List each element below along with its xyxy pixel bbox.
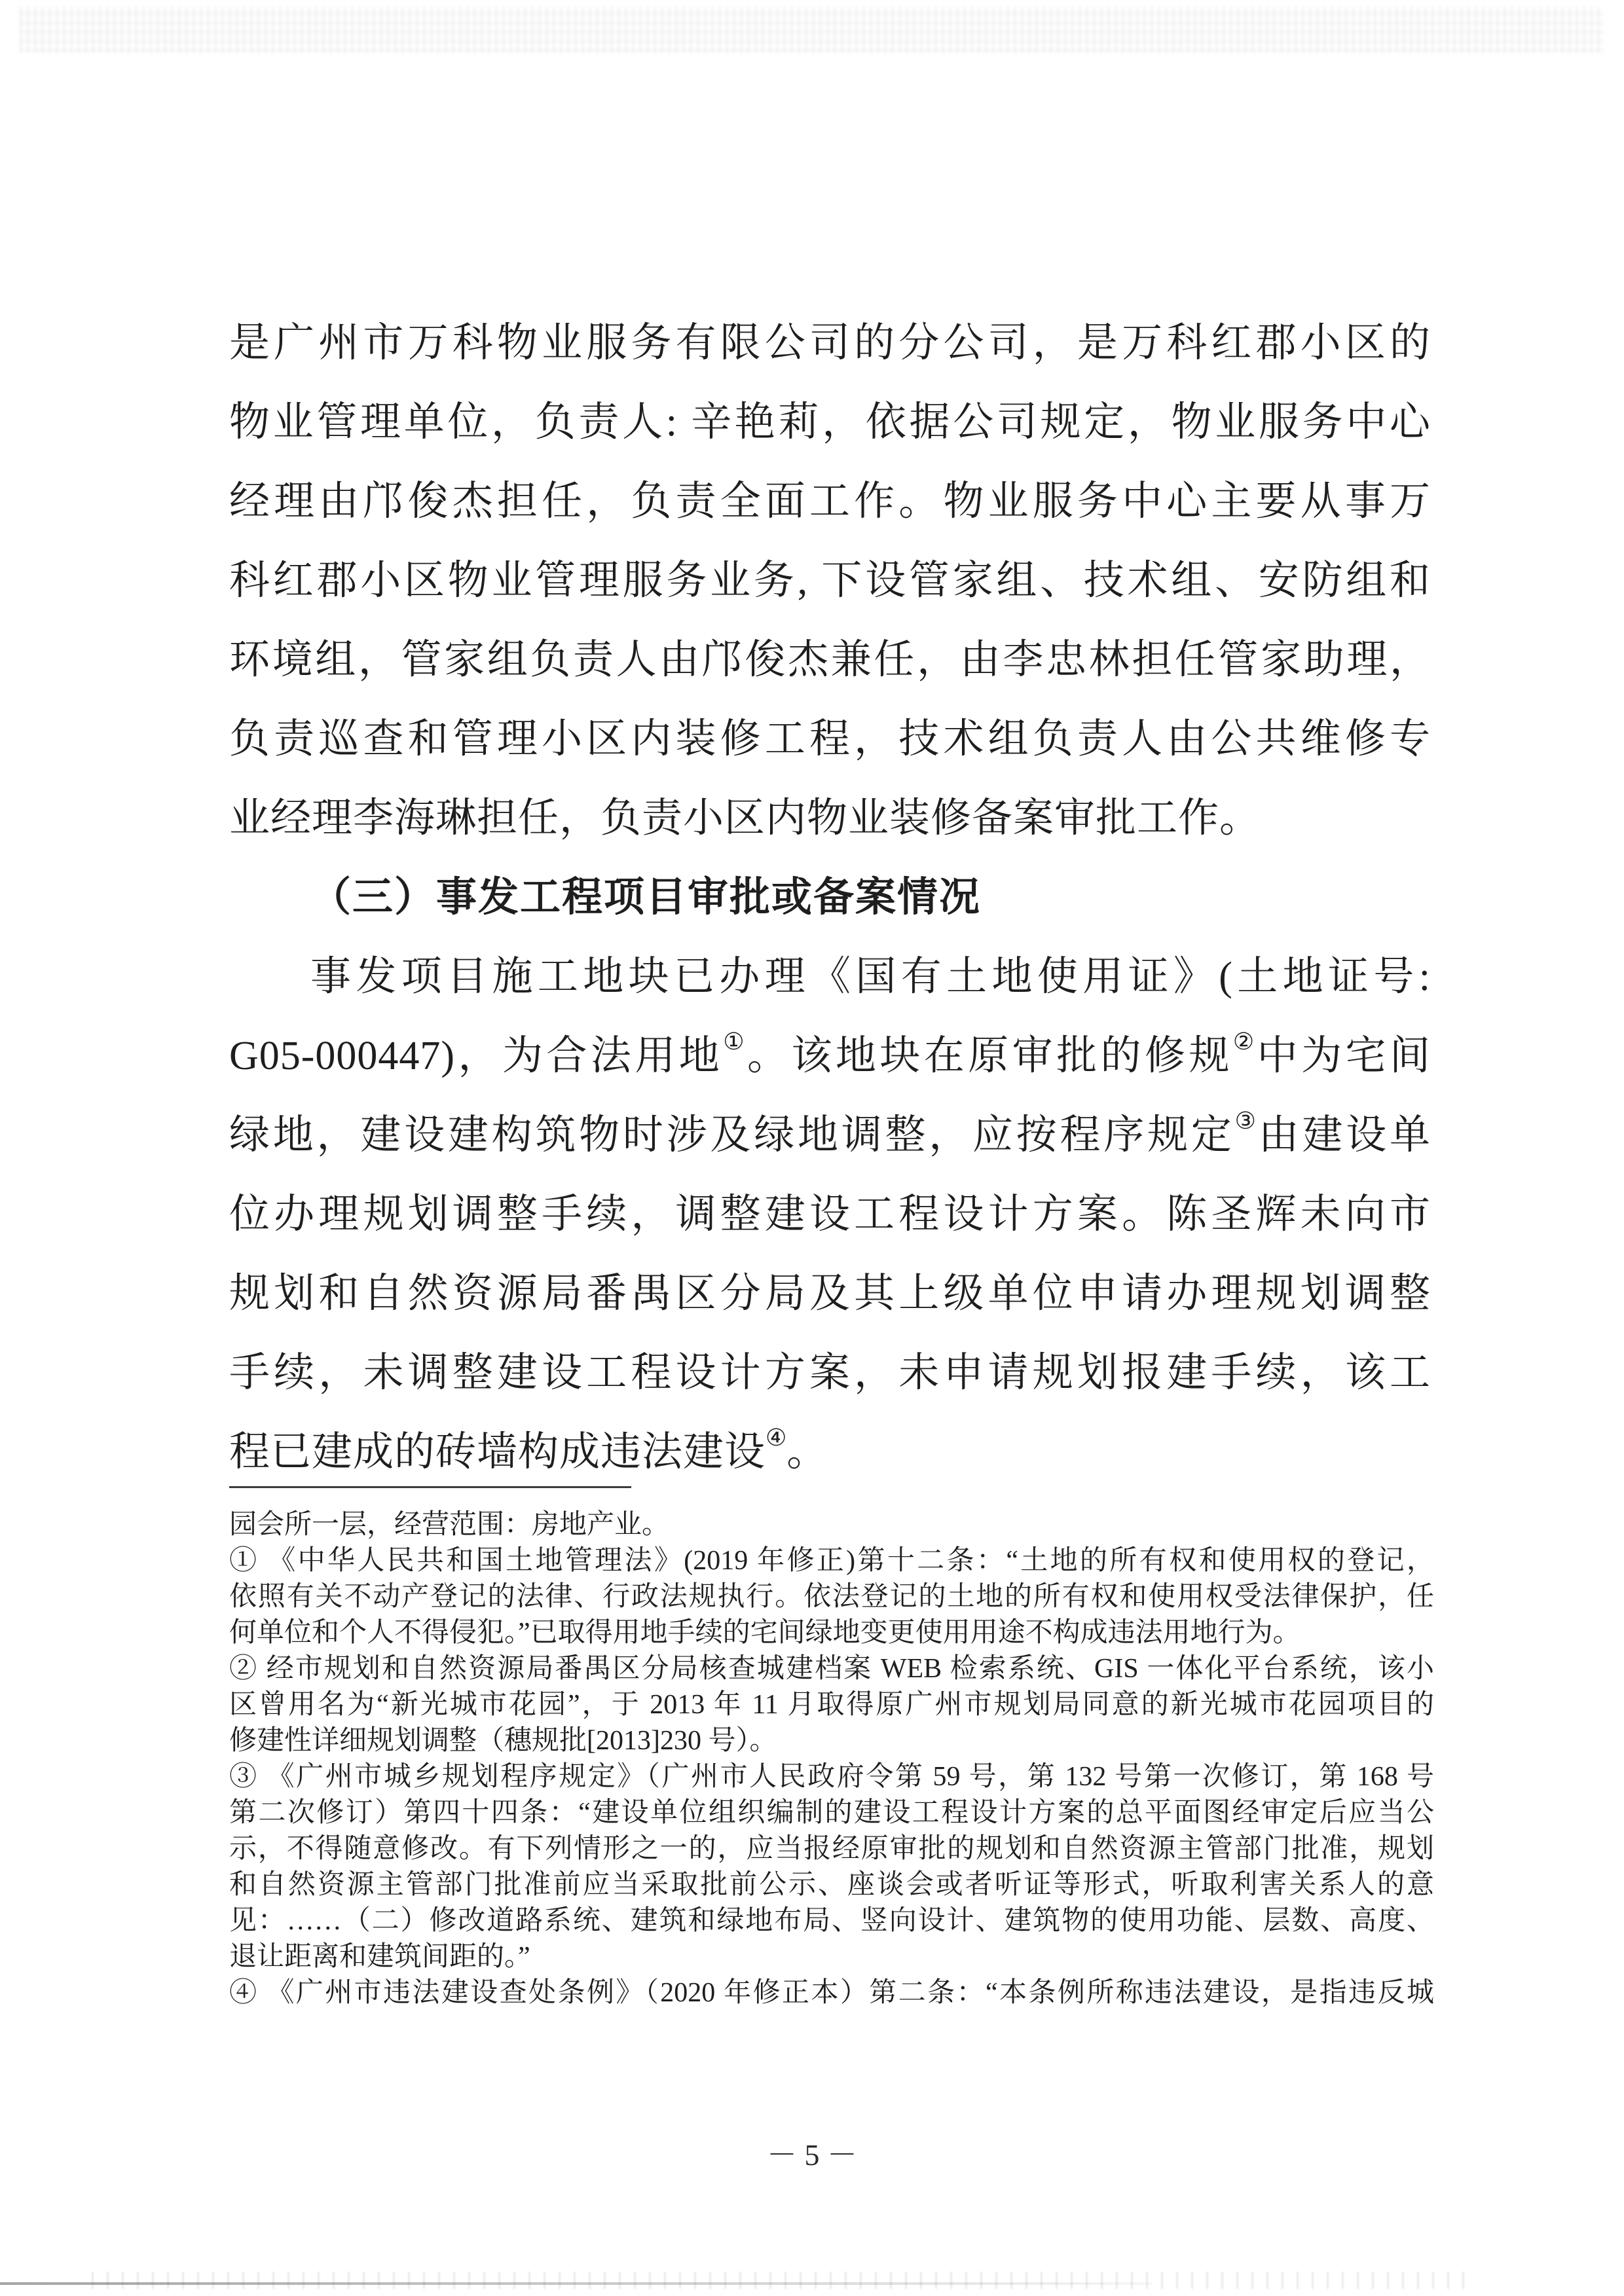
scan-artifact-bottom-edge xyxy=(0,2282,1153,2285)
body-line: 手续，未调整建设工程设计方案，未申请规划报建手续，该工 xyxy=(229,1351,1431,1395)
body-line-text: 程已建成的砖墙构成违法建设 xyxy=(229,1430,766,1474)
body-line: 科红郡小区物业管理服务业务, 下设管家组、技术组、安防组和 xyxy=(229,558,1431,603)
scan-artifact-bottom-noise xyxy=(92,2272,1467,2289)
footnote-line: 何单位和个人不得侵犯。”已取得用地手续的宅间绿地变更使用用途不构成违法用地行为。 xyxy=(229,1618,1301,1648)
body-line: 事发项目施工地块已办理《国有土地使用证》(土地证号: xyxy=(310,955,1431,999)
footnote-ref-4: ④ xyxy=(766,1425,787,1451)
footnote-line: 示，不得随意修改。有下列情形之一的，应当报经原审批的规划和自然资源主管部门批准，规划 xyxy=(229,1834,1434,1864)
footnote-line: 修建性详细规划调整（穗规批[2013]230 号）。 xyxy=(229,1726,777,1756)
body-text xyxy=(229,304,1431,1492)
body-line-text: G05-000447)，为合法用地 xyxy=(229,1034,724,1078)
section-heading: （三）事发工程项目审批或备案情况 xyxy=(310,875,982,920)
body-line xyxy=(229,1017,1431,1096)
body-line: 物业管理单位，负责人: 辛艳莉，依据公司规定，物业服务中心 xyxy=(229,400,1431,445)
footnote-ref-3: ③ xyxy=(1234,1108,1259,1134)
footnote-line: 和自然资源主管部门批准前应当采取批前公示、座谈会或者听证等形式，听取利害关系人的意 xyxy=(229,1870,1434,1900)
footnote-line: ① 《中华人民共和国土地管理法》(2019 年修正)第十二条：“土地的所有权和使用权的登记， xyxy=(229,1546,1434,1576)
footnote-ref-2: ② xyxy=(1232,1029,1257,1055)
footnote-line: 第二次修订）第四十四条：“建设单位组织编制的建设工程设计方案的总平面图经审定后应当公 xyxy=(229,1798,1434,1828)
body-line: 业经理李海琳担任，负责小区内物业装修备案审批工作。 xyxy=(229,796,1261,841)
body-line-text: 绿地，建设建构筑物时涉及绿地调整，应按程序规定 xyxy=(229,1113,1235,1157)
footnote-line: 见：……（二）修改道路系统、建筑和绿地布局、竖向设计、建筑物的使用功能、层数、高度、 xyxy=(229,1906,1434,1936)
body-line-text: 由建设单 xyxy=(1258,1113,1431,1157)
footnote-line: 依照有关不动产登记的法律、行政法规执行。依法登记的土地的所有权和使用权受法律保护，任 xyxy=(229,1582,1434,1612)
body-line: 是广州市万科物业服务有限公司的分公司，是万科红郡小区的 xyxy=(229,321,1431,365)
page-number: － 5 － xyxy=(767,2138,857,2172)
body-line-text: 。 xyxy=(786,1430,828,1474)
body-line-text: 中为宅间 xyxy=(1257,1034,1431,1078)
body-line: 经理由邝俊杰担任，负责全面工作。物业服务中心主要从事万 xyxy=(229,479,1431,524)
body-line: 负责巡查和管理小区内装修工程，技术组负责人由公共维修专 xyxy=(229,717,1431,761)
footnote-line: ② 经市规划和自然资源局番禺区分局核查城建档案 WEB 检索系统、GIS 一体化平台系统，该小 xyxy=(229,1654,1434,1684)
body-line-text: 。该地块在原审批的修规 xyxy=(747,1034,1233,1078)
body-line: 规划和自然资源局番禺区分局及其上级单位申请办理规划调整 xyxy=(229,1271,1431,1316)
body-line xyxy=(229,1413,1431,1492)
footnote-line: ③ 《广州市城乡规划程序规定》（广州市人民政府令第 59 号，第 132 号第一次修订，第 168 号 xyxy=(229,1762,1434,1792)
footnote-separator xyxy=(229,1486,631,1488)
footnote-ref-1: ① xyxy=(723,1029,747,1055)
footnote-line: 退让距离和建筑间距的。” xyxy=(229,1942,530,1972)
footnotes xyxy=(229,1507,1434,2011)
scan-artifact-top xyxy=(20,7,1604,52)
body-line: 位办理规划调整手续，调整建设工程设计方案。陈圣辉未向市 xyxy=(229,1192,1431,1237)
footnote-line: 区曾用名为“新光城市花园”，于 2013 年 11 月取得原广州市规划局同意的新光城市花园项目的 xyxy=(229,1690,1434,1720)
footnote-line: ④ 《广州市违法建设查处条例》（2020 年修正本）第二条：“本条例所称违法建设，是指违反城 xyxy=(229,1978,1434,2008)
footnote-line: 园会所一层，经营范围：房地产业。 xyxy=(229,1510,670,1540)
body-line xyxy=(229,1096,1431,1175)
body-line: 环境组，管家组负责人由邝俊杰兼任，由李忠林担任管家助理， xyxy=(229,638,1431,682)
